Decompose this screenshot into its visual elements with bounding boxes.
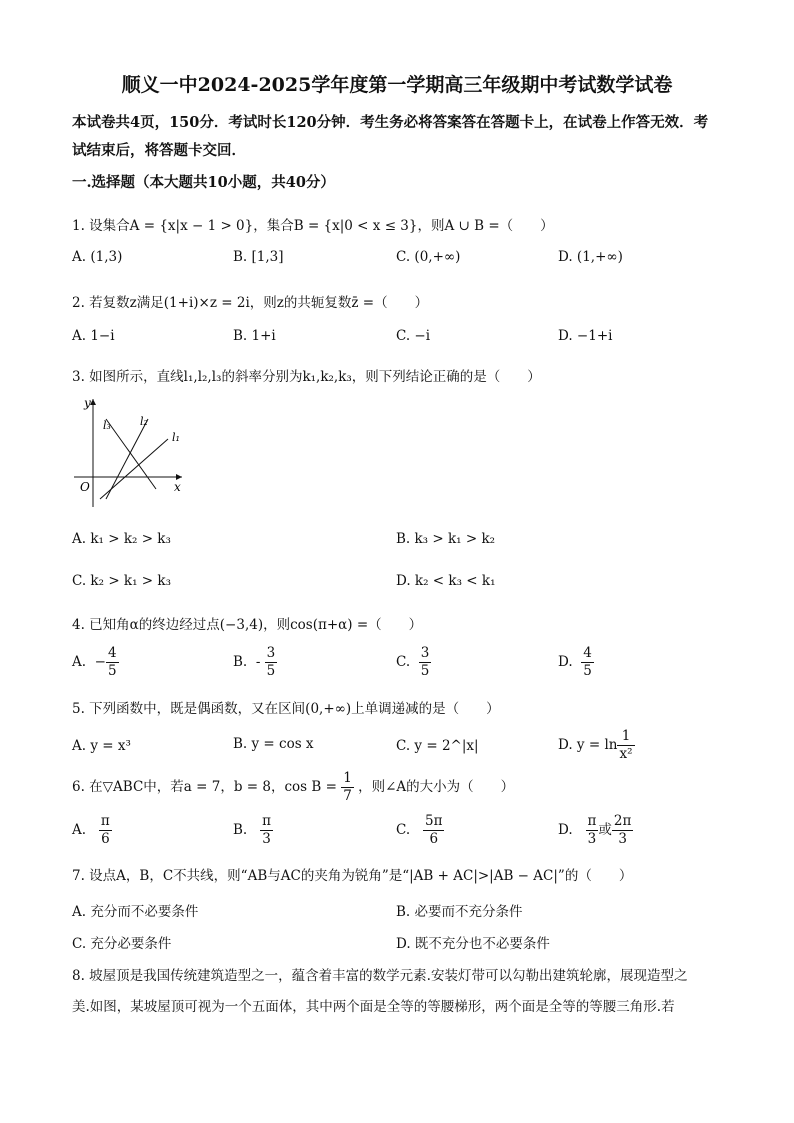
question-8-line-1: 8. 坡屋顶是我国传统建筑造型之一，蕴含着丰富的数学元素.安装灯带可以勾勒出建筑轮廓，展现造型之 bbox=[72, 968, 688, 984]
denominator: 5 bbox=[107, 663, 117, 679]
denominator: 3 bbox=[618, 831, 627, 847]
option-letter: A. bbox=[72, 654, 87, 670]
line-l2 bbox=[106, 419, 148, 499]
question-2-option-a: A. 1−i bbox=[72, 328, 115, 344]
denominator: 6 bbox=[101, 831, 110, 847]
question-7-option-d: D. 既不充分也不必要条件 bbox=[396, 936, 550, 952]
question-6-option-a bbox=[72, 813, 112, 848]
numerator: π bbox=[262, 813, 271, 829]
slope-lines-figure bbox=[70, 393, 195, 511]
question-6-option-c bbox=[396, 813, 444, 848]
question-7-option-a: A. 充分而不必要条件 bbox=[72, 904, 199, 920]
numerator: 3 bbox=[266, 645, 276, 661]
denominator: 3 bbox=[587, 831, 597, 847]
question-3-option-b: B. k₃ > k₁ > k₂ bbox=[396, 531, 496, 547]
question-7-option-b: B. 必要而不充分条件 bbox=[396, 904, 523, 920]
denominator: 7 bbox=[343, 788, 352, 804]
exam-instructions: 本试卷共4页，150分．考试时长120分钟．考生务必将答案答在答题卡上，在试卷上作答无效．考试结束后，将答题卡交回． bbox=[72, 114, 709, 159]
question-1-option-a: A. (1,3) bbox=[72, 249, 123, 265]
question-5-option-d bbox=[558, 728, 635, 763]
question-6-stem bbox=[72, 770, 514, 805]
question-3-option-a: A. k₁ > k₂ > k₃ bbox=[72, 531, 171, 547]
question-3-option-c: C. k₂ > k₁ > k₃ bbox=[72, 573, 171, 589]
section-heading: 一.选择题（本大题共10小题，共40分） bbox=[72, 174, 335, 191]
l1-label: l₁ bbox=[172, 431, 180, 444]
numerator: 4 bbox=[583, 645, 592, 661]
denominator: 5 bbox=[583, 663, 592, 679]
line-l1 bbox=[100, 439, 168, 499]
numerator: 4 bbox=[107, 645, 117, 661]
numerator: π bbox=[100, 813, 110, 829]
question-8-line-2: 美.如图，某坡屋顶可视为一个五面体，其中两个面是全等的等腰梯形，两个面是全等的等腰三角形.若 bbox=[72, 999, 675, 1015]
denominator: x² bbox=[619, 746, 633, 762]
numerator: 5π bbox=[425, 813, 443, 829]
question-2-stem: 2. 若复数z满足(1+i)×z = 2i，则z的共轭复数z̄ =（ ） bbox=[72, 295, 429, 311]
denominator: 6 bbox=[429, 831, 439, 847]
numerator: 3 bbox=[420, 645, 430, 661]
question-6-option-b bbox=[233, 813, 273, 848]
minus-sign: - bbox=[255, 654, 261, 670]
denominator: 5 bbox=[266, 663, 276, 679]
question-5-option-b: B. y = cos x bbox=[233, 736, 314, 752]
question-5-option-a: A. y = x³ bbox=[72, 738, 131, 754]
l2-label: l₂ bbox=[140, 415, 148, 428]
option-text: D. y = ln bbox=[558, 737, 618, 753]
question-4-option-b bbox=[233, 645, 277, 680]
question-5-stem: 5. 下列函数中，既是偶函数，又在区间(0,+∞)上单调递减的是（ ） bbox=[72, 701, 500, 717]
option-letter: B. bbox=[233, 654, 248, 670]
question-5-option-c: C. y = 2^|x| bbox=[396, 738, 479, 754]
question-7-option-c: C. 充分必要条件 bbox=[72, 936, 172, 952]
option-letter: C. bbox=[396, 654, 411, 670]
page-title: 顺义一中2024-2025学年度第一学期高三年级期中考试数学试卷 bbox=[121, 74, 673, 96]
question-7-stem: 7. 设点A，B，C不共线，则“AB与AC的夹角为锐角”是“|AB + AC|>|AB − AC|”的（ ） bbox=[72, 868, 633, 884]
denominator: 5 bbox=[420, 663, 430, 679]
question-1-stem: 1. 设集合A = {x|x − 1 > 0}，集合B = {x|0 < x ≤ 3}，则A ∪ B =（ ） bbox=[72, 218, 554, 234]
numerator: π bbox=[587, 813, 597, 829]
numerator: 2π bbox=[613, 813, 632, 829]
question-3-option-d: D. k₂ < k₃ < k₁ bbox=[396, 573, 496, 589]
l3-label: l₃ bbox=[103, 419, 111, 432]
or-text: 或 bbox=[598, 822, 612, 838]
x-axis-label: x bbox=[174, 480, 181, 494]
question-1-option-b: B. [1,3] bbox=[233, 249, 284, 265]
option-letter: A. bbox=[72, 822, 87, 838]
y-axis-label: y bbox=[84, 396, 91, 410]
question-2-option-d: D. −1+i bbox=[558, 328, 613, 344]
origin-label: O bbox=[80, 480, 90, 494]
question-6-option-d bbox=[558, 813, 633, 848]
stem-text: 6. 在▽ABC中，若a = 7，b = 8，cos B = bbox=[72, 779, 337, 795]
question-3-stem: 3. 如图所示，直线l₁,l₂,l₃的斜率分别为k₁,k₂,k₃，则下列结论正确的是（ ） bbox=[72, 369, 541, 385]
question-4-option-c bbox=[396, 645, 431, 680]
minus-sign: − bbox=[94, 654, 106, 670]
denominator: 3 bbox=[262, 831, 271, 847]
stem-text: ，则∠A的大小为（ ） bbox=[358, 779, 515, 795]
option-letter: D. bbox=[558, 654, 573, 670]
question-2-option-b: B. 1+i bbox=[233, 328, 276, 344]
option-letter: C. bbox=[396, 822, 411, 838]
option-letter: B. bbox=[233, 822, 248, 838]
question-4-option-d bbox=[558, 645, 594, 680]
question-4-stem: 4. 已知角α的终边经过点(−3,4)，则cos(π+α) =（ ） bbox=[72, 617, 423, 633]
line-l3 bbox=[106, 419, 156, 489]
question-1-option-d: D. (1,+∞) bbox=[558, 249, 623, 265]
numerator: 1 bbox=[617, 728, 634, 746]
option-letter: D. bbox=[558, 822, 573, 838]
question-1-option-c: C. (0,+∞) bbox=[396, 249, 461, 265]
numerator: 1 bbox=[343, 770, 352, 786]
question-2-option-c: C. −i bbox=[396, 328, 431, 344]
question-4-option-a bbox=[72, 645, 119, 680]
